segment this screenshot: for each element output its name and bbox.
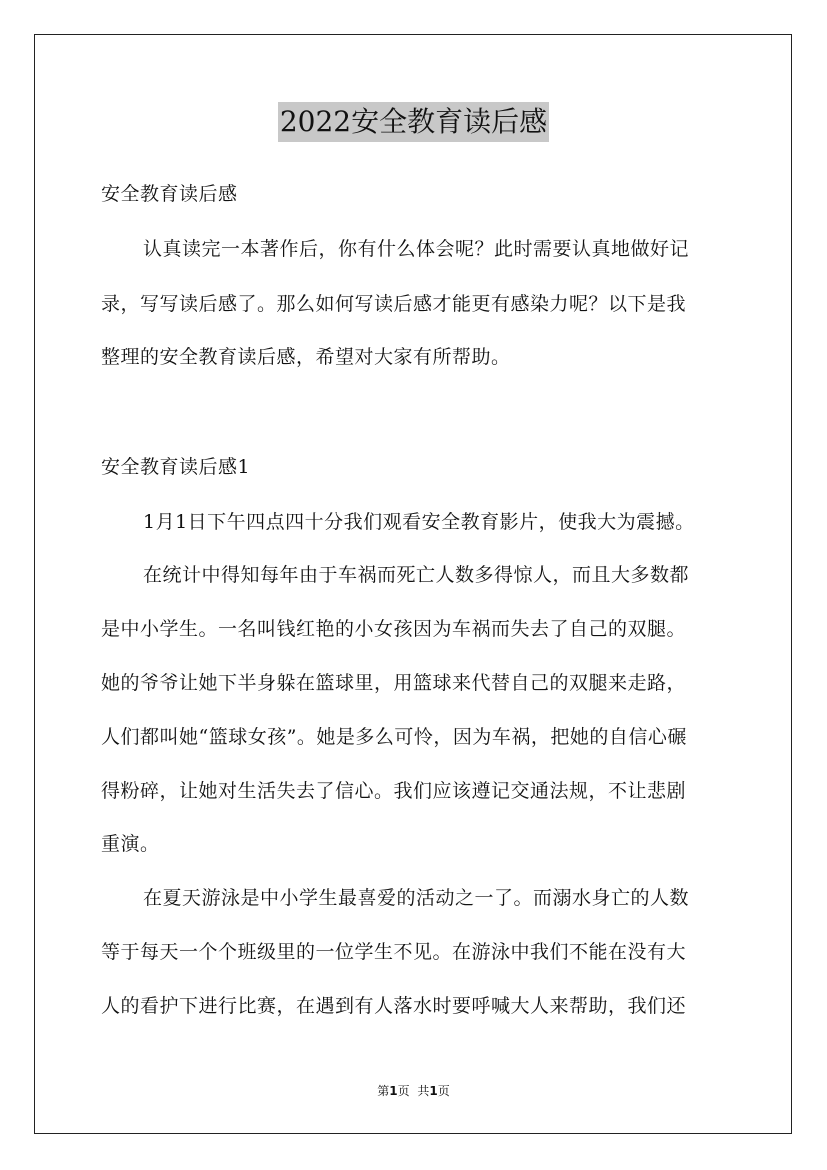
paragraph-line: 是中小学生。一名叫钱红艳的小女孩因为车祸而失去了自己的双腿。 bbox=[101, 618, 687, 640]
section-heading: 安全教育读后感1 bbox=[101, 456, 251, 478]
paragraph-line: 录，写写读后感了。那么如何写读后感才能更有感染力呢？以下是我 bbox=[101, 293, 687, 315]
title-container bbox=[0, 102, 827, 142]
paragraph-line: 认真读完一本著作后，你有什么体会呢？此时需要认真地做好记 bbox=[143, 238, 690, 260]
paragraph-line: 人的看护下进行比赛，在遇到有人落水时要呼喊大人来帮助，我们还 bbox=[101, 995, 687, 1017]
paragraph-line: 在统计中得知每年由于车祸而死亡人数多得惊人，而且大多数都 bbox=[143, 564, 690, 586]
total-prefix: 共 bbox=[417, 1084, 430, 1098]
page-suffix: 页 bbox=[397, 1084, 410, 1098]
paragraph-line: 1月1日下午四点四十分我们观看安全教育影片，使我大为震撼。 bbox=[143, 511, 695, 533]
page-prefix: 第 bbox=[377, 1084, 390, 1098]
page-footer bbox=[0, 1083, 827, 1099]
paragraph-line: 整理的安全教育读后感，希望对大家有所帮助。 bbox=[101, 346, 511, 368]
total-suffix: 页 bbox=[437, 1084, 450, 1098]
section-heading: 安全教育读后感 bbox=[101, 183, 238, 205]
paragraph-line: 重演。 bbox=[101, 833, 160, 855]
paragraph-line: 人们都叫她“篮球女孩”。她是多么可怜，因为车祸，把她的自信心碾 bbox=[101, 726, 687, 748]
document-title: 2022安全教育读后感 bbox=[278, 102, 549, 142]
page-number: 1 bbox=[389, 1084, 398, 1098]
paragraph-line: 在夏天游泳是中小学生最喜爱的活动之一了。而溺水身亡的人数 bbox=[143, 887, 690, 909]
paragraph-line: 得粉碎，让她对生活失去了信心。我们应该遵记交通法规，不让悲剧 bbox=[101, 780, 687, 802]
total-pages: 1 bbox=[429, 1084, 438, 1098]
paragraph-line: 等于每天一个个班级里的一位学生不见。在游泳中我们不能在没有大 bbox=[101, 941, 687, 963]
paragraph-line: 她的爷爷让她下半身躲在篮球里，用篮球来代替自己的双腿来走路， bbox=[101, 672, 687, 694]
